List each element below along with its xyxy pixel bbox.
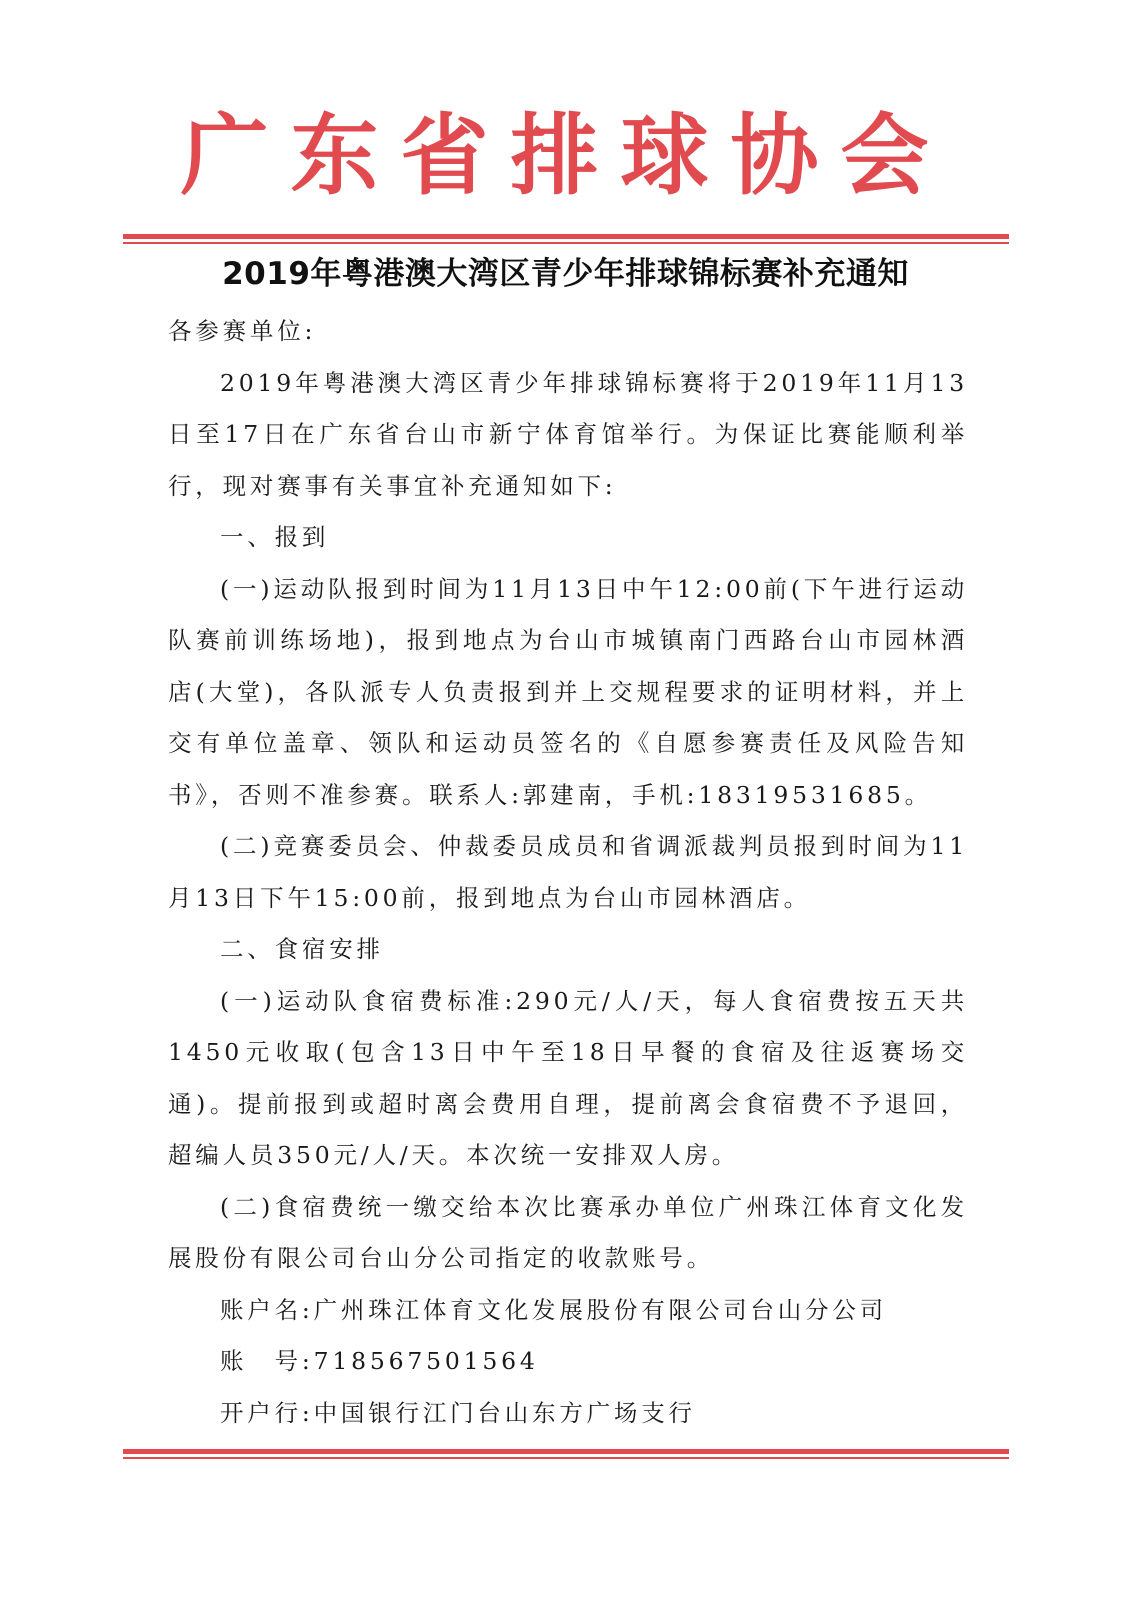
- document-title: 2019年粤港澳大湾区青少年排球锦标赛补充通知: [222, 256, 909, 292]
- header-divider: [123, 234, 1009, 244]
- section-heading-registration: 一、报到: [220, 523, 330, 551]
- footer-divider: [123, 1449, 1009, 1459]
- salutation: 各参赛单位:: [168, 317, 317, 345]
- accommodation-item-1: (一)运动队食宿费标准:290元/人/天，每人食宿费按五天共1450元收取(包含13日中午至18日早餐的食宿及往返赛场交通)。提前报到或超时离会费用自理，提前离会食宿费不予退回，超编人员350元/人/天。本次统一安排双人房。: [168, 986, 968, 1169]
- registration-item-1: (一)运动队报到时间为11月13日中午12:00前(下午进行运动队赛前训练场地)，报到地点为台山市城镇南门西路台山市园林酒店(大堂)，各队派专人负责报到并上交规程要求的证明材料，并上交有单位盖章、领队和运动员签名的《自愿参赛责任及风险告知书》，否则不准参赛。联系人:郭建南，手机:18319531685。: [168, 574, 968, 809]
- bank-branch: 开户行:中国银行江门台山东方广场支行: [220, 1398, 696, 1427]
- intro-paragraph: 2019年粤港澳大湾区青少年排球锦标赛将于2019年11月13日至17日在广东省台山市新宁体育馆举行。为保证比赛能顺利举行，现对赛事有关事宜补充通知如下:: [168, 368, 968, 500]
- letterhead-org-name: 广东省排球协会: [180, 104, 951, 207]
- bank-account-name: 账户名:广州珠江体育文化发展股份有限公司台山分公司: [220, 1295, 887, 1324]
- bank-account-number: 账 号:718567501564: [220, 1347, 539, 1375]
- accommodation-item-2: (二)食宿费统一缴交给本次比赛承办单位广州珠江体育文化发展股份有限公司台山分公司指定的收款账号。: [168, 1192, 968, 1272]
- registration-item-2: (二)竞赛委员会、仲裁委员成员和省调派裁判员报到时间为11月13日下午15:00前，报到地点为台山市园林酒店。: [168, 832, 968, 912]
- section-heading-accommodation: 二、食宿安排: [220, 935, 384, 963]
- document-body: [168, 306, 968, 1439]
